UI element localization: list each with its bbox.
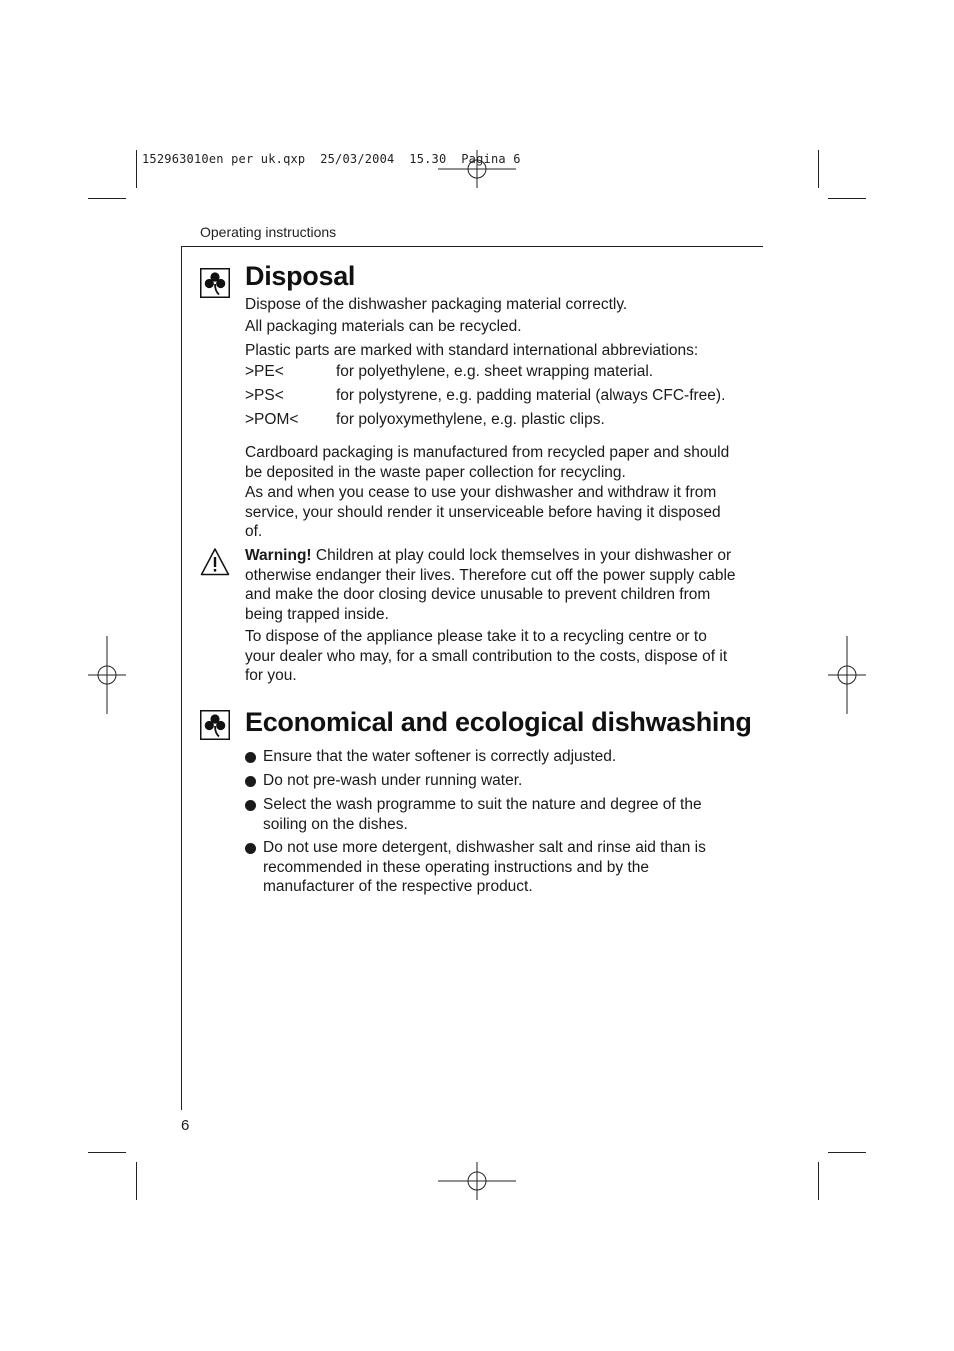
crop-mark [136, 150, 137, 188]
crop-mark [136, 1162, 137, 1200]
list-item-text: Do not pre-wash under running water. [263, 772, 523, 789]
bullet-icon [245, 752, 256, 763]
registration-mark-icon [438, 1162, 518, 1202]
paragraph: Plastic parts are marked with standard international abbreviations: [245, 342, 699, 359]
crop-mark [88, 1152, 126, 1153]
paragraph: Dispose of the dishwasher packaging material correctly. [245, 296, 628, 313]
crop-mark [828, 1152, 866, 1153]
registration-mark-icon [828, 636, 868, 716]
clover-leaf-icon [200, 710, 230, 740]
abbreviation: >PE< [245, 363, 284, 380]
crop-mark [818, 1162, 819, 1200]
registration-mark-icon [88, 636, 128, 716]
warning-triangle-icon [200, 547, 230, 577]
warning-text: Children at play could lock themselves in your dishwasher or otherwise endanger their lives. Therefore cut off the power supply cable and make the door closing device unusable to prevent children from being trapped inside. [245, 547, 736, 623]
paragraph: As and when you cease to use your dishwasher and withdraw it from service, your should render it unserviceable before having it disposed of. [245, 484, 721, 540]
abbreviation: >PS< [245, 387, 284, 404]
section-title-disposal: Disposal [245, 261, 356, 291]
abbreviation-description: for polyethylene, e.g. sheet wrapping material. [336, 363, 654, 380]
warning-paragraph [245, 546, 750, 624]
paragraph: All packaging materials can be recycled. [245, 318, 522, 335]
page-number: 6 [181, 1117, 190, 1134]
crop-mark [88, 198, 126, 199]
abbreviation-description: for polyoxymethylene, e.g. plastic clips. [336, 411, 605, 428]
list-item [245, 838, 735, 897]
list-item [245, 795, 735, 834]
paragraph: Cardboard packaging is manufactured from recycled paper and should be deposited in the waste paper collection for recycling. [245, 444, 730, 481]
warning-label: Warning! [245, 547, 312, 564]
list-item [245, 771, 735, 791]
paragraph: To dispose of the appliance please take it to a recycling centre or to your dealer who may, for a small contribution to the costs, dispose of it for you. [245, 628, 728, 684]
bullet-icon [245, 776, 256, 787]
list-item-text: Do not use more detergent, dishwasher salt and rinse aid than is recommended in these operating instructions and by the manufacturer of the respective product. [263, 839, 706, 895]
margin-rule [181, 246, 182, 1110]
list-item-text: Ensure that the water softener is correctly adjusted. [263, 748, 617, 765]
header-rule [181, 246, 763, 247]
clover-leaf-icon [200, 268, 230, 298]
print-slug: 152963010en per uk.qxp 25/03/2004 15.30 Pagina 6 [142, 152, 521, 166]
list-item [245, 747, 735, 767]
bullet-icon [245, 843, 256, 854]
bullet-icon [245, 800, 256, 811]
abbreviation-description: for polystyrene, e.g. padding material (always CFC-free). [336, 387, 726, 404]
running-header: Operating instructions [200, 224, 337, 240]
crop-mark [818, 150, 819, 188]
list-item-text: Select the wash programme to suit the nature and degree of the soiling on the dishes. [263, 796, 702, 833]
section-title-eco: Economical and ecological dishwashing [245, 707, 752, 737]
crop-mark [828, 198, 866, 199]
abbreviation: >POM< [245, 411, 299, 428]
